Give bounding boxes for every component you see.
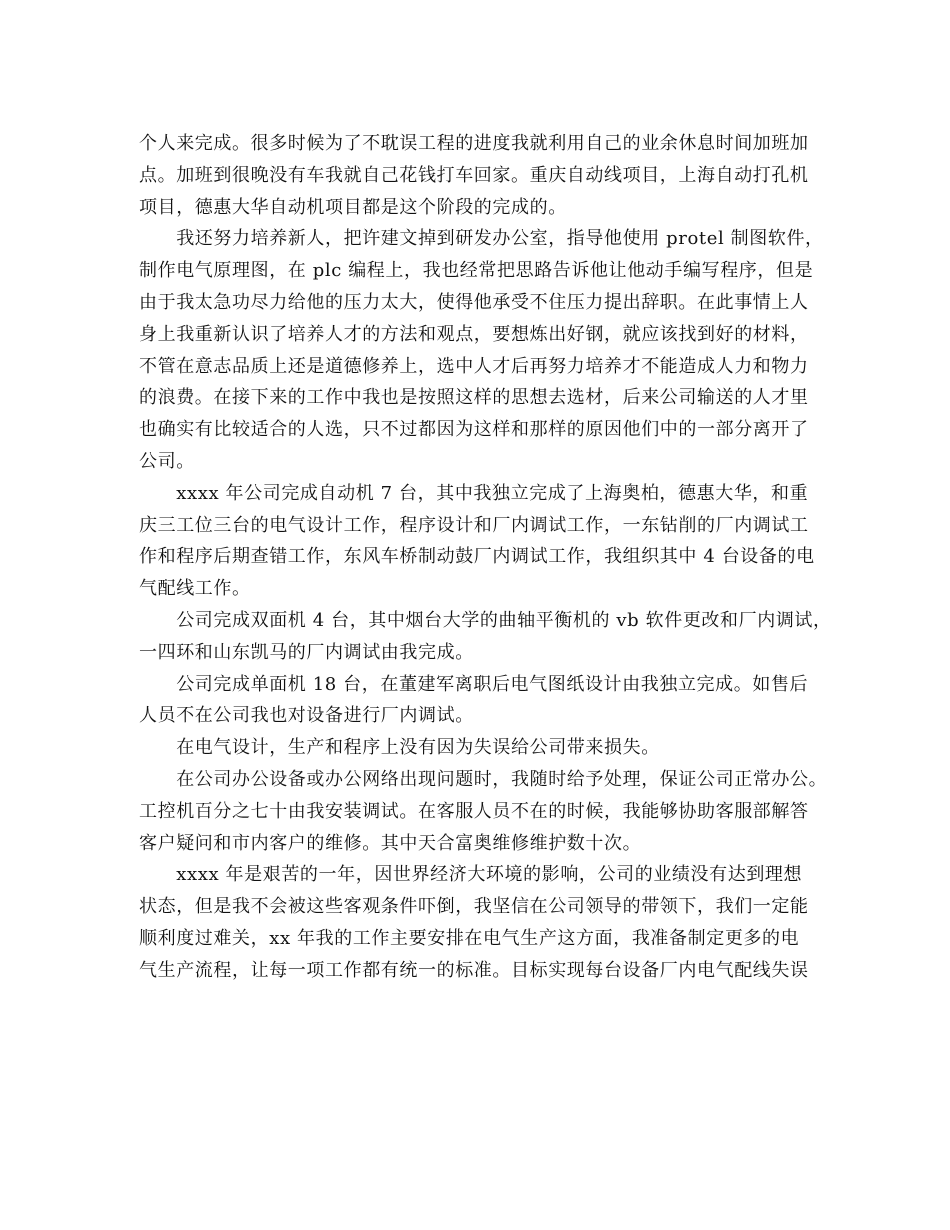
text-line: 的浪费。在接下来的工作中我也是按照这样的思想去选材，后来公司输送的人才里 xyxy=(139,387,809,409)
text-line: 状态，但是我不会被这些客观条件吓倒，我坚信在公司领导的带领下，我们一定能 xyxy=(139,896,809,918)
text-line: 工控机百分之七十由我安装调试。在客服人员不在的时候，我能够协助客服部解答 xyxy=(139,800,809,822)
text-line: 项目，德惠大华自动机项目都是这个阶段的完成的。 xyxy=(139,196,567,218)
text-line: xxxx 年是艰苦的一年，因世界经济大环境的影响，公司的业绩没有达到理想 xyxy=(139,864,803,886)
text-line: 人员不在公司我也对设备进行厂内调试。 xyxy=(139,705,474,727)
text-line: 公司完成单面机 18 台，在董建军离职后电气图纸设计由我独立完成。如售后 xyxy=(139,673,809,695)
text-line: 公司完成双面机 4 台，其中烟台大学的曲轴平衡机的 vb 软件更改和厂内调试， xyxy=(139,609,832,631)
text-line: 也确实有比较适合的人选，只不过都因为这样和那样的原因他们中的一部分离开了 xyxy=(139,419,809,441)
text-line: 制作电气原理图，在 plc 编程上，我也经常把思路告诉他让他动手编写程序，但是 xyxy=(139,260,814,282)
text-line: xxxx 年公司完成自动机 7 台，其中我独立完成了上海奥柏，德惠大华，和重 xyxy=(139,482,809,504)
text-line: 顺利度过难关，xx 年我的工作主要安排在电气生产这方面，我准备制定更多的电 xyxy=(139,927,800,949)
text-line: 公司。 xyxy=(139,450,195,472)
text-line: 作和程序后期查错工作，东风车桥制动鼓厂内调试工作，我组织其中 4 台设备的电 xyxy=(139,546,815,568)
text-line: 客户疑问和市内客户的维修。其中天合富奥维修维护数十次。 xyxy=(139,832,642,854)
text-line: 个人来完成。很多时候为了不耽误工程的进度我就利用自己的业余休息时间加班加 xyxy=(139,133,809,154)
text-line: 身上我重新认识了培养人才的方法和观点，要想炼出好钢，就应该找到好的材料， xyxy=(139,323,809,345)
text-line: 在公司办公设备或办公网络出现问题时，我随时给予处理，保证公司正常办公。 xyxy=(139,768,828,790)
text-line: 气生产流程，让每一项工作都有统一的标准。目标实现每台设备厂内电气配线失误 xyxy=(139,959,809,981)
text-line: 我还努力培养新人，把许建文掉到研发办公室，指导他使用 protel 制图软件， xyxy=(139,228,824,250)
text-line: 在电气设计，生产和程序上没有因为失误给公司带来损失。 xyxy=(139,737,660,759)
text-line: 点。加班到很晚没有车我就自己花钱打车回家。重庆自动线项目，上海自动打孔机 xyxy=(139,164,809,186)
document-body xyxy=(139,128,839,987)
text-line: 庆三工位三台的电气设计工作，程序设计和厂内调试工作，一东钻削的厂内调试工 xyxy=(139,514,809,536)
text-line: 气配线工作。 xyxy=(139,578,251,600)
text-line: 不管在意志品质上还是道德修养上，选中人才后再努力培养才不能造成人力和物力 xyxy=(139,355,809,377)
text-line: 一四环和山东凯马的厂内调试由我完成。 xyxy=(139,641,474,663)
text-line: 由于我太急功尽力给他的压力太大，使得他承受不住压力提出辞职。在此事情上人 xyxy=(139,291,809,313)
